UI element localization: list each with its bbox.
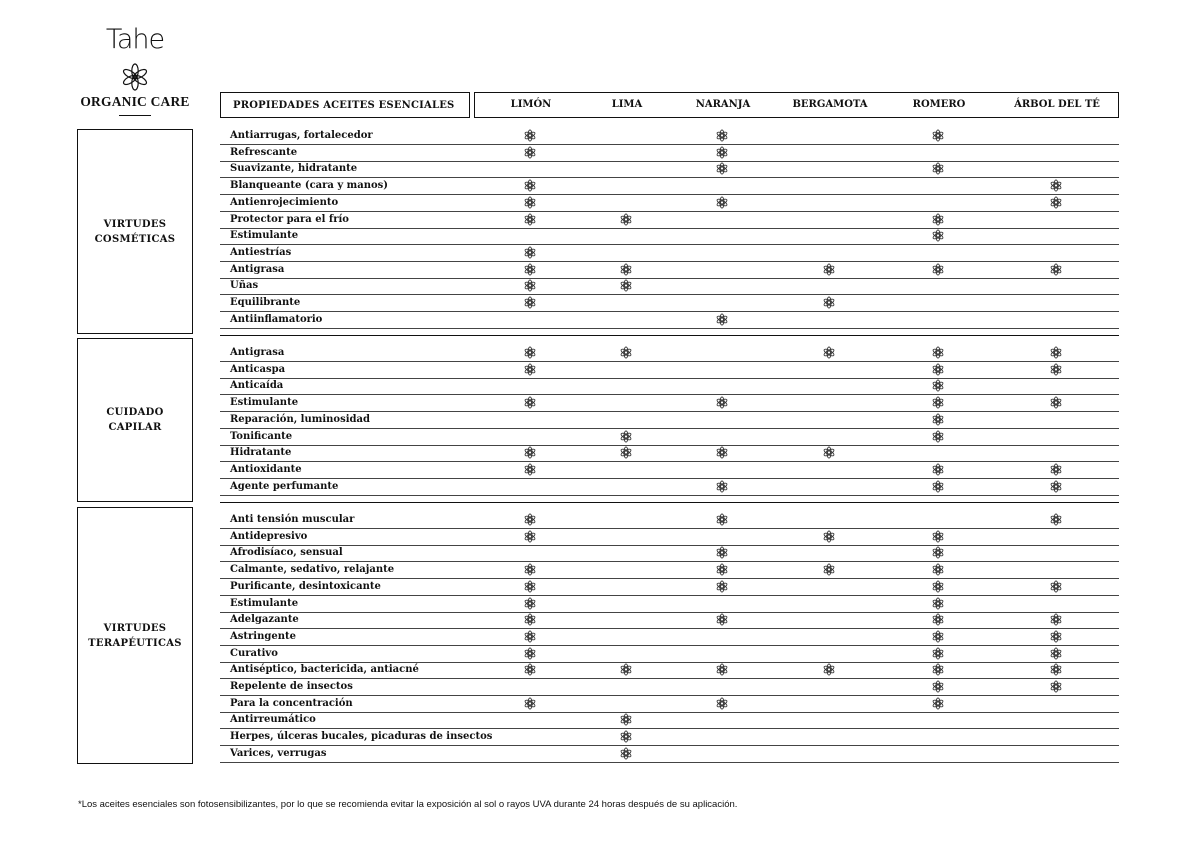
table-row xyxy=(220,462,1119,479)
property-label: Anticaída xyxy=(230,380,284,392)
category-label xyxy=(88,621,182,651)
property-label: Afrodisíaco, sensual xyxy=(230,547,343,559)
category-label-line: CUIDADO xyxy=(106,407,164,418)
lotus-mark-icon xyxy=(932,346,945,359)
lotus-mark-icon xyxy=(1050,647,1063,660)
property-label: Calmante, sedativo, relajante xyxy=(230,564,395,576)
property-label: Suavizante, hidratante xyxy=(230,163,358,175)
property-label: Tonificante xyxy=(230,430,293,442)
lotus-mark-icon xyxy=(524,563,537,576)
lotus-mark-icon xyxy=(716,162,729,175)
category-label-line: CAPILAR xyxy=(108,422,162,433)
lotus-mark-icon xyxy=(932,613,945,626)
property-label: Uñas xyxy=(230,280,259,292)
table-row xyxy=(220,161,1119,178)
lotus-logo-icon xyxy=(120,62,150,92)
lotus-mark-icon xyxy=(932,530,945,543)
lotus-mark-icon xyxy=(932,480,945,493)
property-label: Antiséptico, bactericida, antiacné xyxy=(230,664,419,676)
property-label: Blanqueante (cara y manos) xyxy=(230,180,389,192)
category-label xyxy=(95,217,176,247)
lotus-mark-icon xyxy=(1050,630,1063,643)
property-label: Protector para el frío xyxy=(230,213,349,225)
row-divider xyxy=(220,328,1119,329)
oils-header xyxy=(474,92,1119,118)
table-row xyxy=(220,145,1119,162)
lotus-mark-icon xyxy=(932,647,945,660)
property-label: Para la concentración xyxy=(230,697,353,709)
lotus-mark-icon xyxy=(716,129,729,142)
property-label: Antienrojecimiento xyxy=(230,196,339,208)
category-label-line: COSMÉTICAS xyxy=(94,233,176,245)
lotus-mark-icon xyxy=(716,563,729,576)
lotus-mark-icon xyxy=(932,129,945,142)
lotus-mark-icon xyxy=(716,663,729,676)
property-label: Antioxidante xyxy=(230,463,302,475)
lotus-mark-icon xyxy=(932,430,945,443)
lotus-mark-icon xyxy=(1050,463,1063,476)
lotus-mark-icon xyxy=(620,213,633,226)
lotus-mark-icon xyxy=(823,663,836,676)
table-row xyxy=(220,128,1119,145)
lotus-mark-icon xyxy=(716,613,729,626)
oil-column-header: ÁRBOL DEL TÉ xyxy=(1014,99,1100,110)
category-box xyxy=(77,338,193,502)
lotus-mark-icon xyxy=(716,697,729,710)
lotus-mark-icon xyxy=(524,146,537,159)
lotus-mark-icon xyxy=(620,663,633,676)
property-label: Astringente xyxy=(230,630,296,642)
table-row xyxy=(220,612,1119,629)
lotus-mark-icon xyxy=(932,162,945,175)
property-label: Adelgazante xyxy=(230,614,299,626)
brand-subtitle: ORGANIC CARE xyxy=(80,94,190,109)
lotus-mark-icon xyxy=(823,296,836,309)
lotus-mark-icon xyxy=(524,647,537,660)
property-label: Estimulante xyxy=(230,597,299,609)
lotus-mark-icon xyxy=(932,546,945,559)
table-row xyxy=(220,646,1119,663)
lotus-mark-icon xyxy=(524,513,537,526)
table-row xyxy=(220,596,1119,613)
property-label: Antidepresivo xyxy=(230,530,308,542)
lotus-mark-icon xyxy=(932,463,945,476)
lotus-mark-icon xyxy=(932,630,945,643)
lotus-mark-icon xyxy=(620,263,633,276)
property-label: Anticaspa xyxy=(230,363,286,375)
property-label: Hidratante xyxy=(230,447,292,459)
oil-column-header: NARANJA xyxy=(695,99,751,110)
category-label-line: VIRTUDES xyxy=(103,218,167,230)
lotus-mark-icon xyxy=(524,196,537,209)
lotus-mark-icon xyxy=(524,246,537,259)
row-divider xyxy=(220,762,1119,763)
property-label: Antigrasa xyxy=(230,347,285,358)
lotus-mark-icon xyxy=(932,396,945,409)
category-box xyxy=(77,129,193,334)
lotus-mark-icon xyxy=(524,630,537,643)
category-label-line: TERAPÉUTICAS xyxy=(88,637,182,649)
lotus-mark-icon xyxy=(932,663,945,676)
lotus-mark-icon xyxy=(524,530,537,543)
section-divider xyxy=(220,335,1119,336)
lotus-mark-icon xyxy=(1050,396,1063,409)
lotus-mark-icon xyxy=(524,346,537,359)
table-row xyxy=(220,295,1119,312)
table-row xyxy=(220,512,1119,529)
lotus-mark-icon xyxy=(620,279,633,292)
lotus-mark-icon xyxy=(524,296,537,309)
table-row xyxy=(220,445,1119,462)
lotus-mark-icon xyxy=(932,413,945,426)
lotus-mark-icon xyxy=(620,346,633,359)
property-label: Refrescante xyxy=(230,146,298,158)
table-row xyxy=(220,412,1119,429)
table-row xyxy=(220,696,1119,713)
table-row xyxy=(220,562,1119,579)
lotus-mark-icon xyxy=(932,379,945,392)
lotus-mark-icon xyxy=(1050,613,1063,626)
property-label: Antigrasa xyxy=(230,263,285,275)
lotus-mark-icon xyxy=(932,680,945,693)
lotus-mark-icon xyxy=(716,396,729,409)
lotus-mark-icon xyxy=(1050,179,1063,192)
lotus-mark-icon xyxy=(932,213,945,226)
tahe-logo: Tahe xyxy=(105,24,165,55)
category-label-line: VIRTUDES xyxy=(103,622,167,634)
table-row xyxy=(220,479,1119,496)
lotus-mark-icon xyxy=(932,363,945,376)
property-label: Antiinflamatorio xyxy=(230,313,323,325)
lotus-mark-icon xyxy=(620,713,633,726)
property-label: Repelente de insectos xyxy=(230,681,353,692)
lotus-mark-icon xyxy=(524,580,537,593)
property-label: Estimulante xyxy=(230,230,299,242)
brand-divider xyxy=(119,115,151,116)
lotus-mark-icon xyxy=(716,146,729,159)
lotus-mark-icon xyxy=(524,129,537,142)
table-row xyxy=(220,212,1119,229)
lotus-mark-icon xyxy=(524,613,537,626)
row-divider xyxy=(220,495,1119,496)
category-label xyxy=(106,405,163,435)
table-row xyxy=(220,245,1119,262)
lotus-mark-icon xyxy=(524,597,537,610)
lotus-mark-icon xyxy=(932,563,945,576)
lotus-mark-icon xyxy=(716,196,729,209)
lotus-mark-icon xyxy=(932,263,945,276)
table-row xyxy=(220,228,1119,245)
oil-column-header: LIMÓN xyxy=(510,99,552,110)
property-label: Antiestrías xyxy=(230,246,292,258)
table-row xyxy=(220,529,1119,546)
lotus-mark-icon xyxy=(1050,363,1063,376)
lotus-mark-icon xyxy=(620,430,633,443)
lotus-mark-icon xyxy=(823,263,836,276)
property-label: Antirreumático xyxy=(230,714,316,726)
property-label: Curativo xyxy=(230,647,278,659)
property-label: Agente perfumante xyxy=(230,480,339,492)
lotus-mark-icon xyxy=(524,179,537,192)
table-row xyxy=(220,178,1119,195)
property-label: Equilibrante xyxy=(230,297,301,308)
table-row xyxy=(220,679,1119,696)
lotus-mark-icon xyxy=(716,480,729,493)
lotus-mark-icon xyxy=(524,213,537,226)
property-label: Antiarrugas, fortalecedor xyxy=(230,130,373,141)
lotus-mark-icon xyxy=(1050,480,1063,493)
lotus-mark-icon xyxy=(620,747,633,760)
lotus-mark-icon xyxy=(524,363,537,376)
table-row xyxy=(220,545,1119,562)
lotus-mark-icon xyxy=(524,463,537,476)
oil-column-header: LIMA xyxy=(611,99,643,110)
oil-column-header: BERGAMOTA xyxy=(792,99,868,110)
table-row xyxy=(220,429,1119,446)
lotus-mark-icon xyxy=(524,697,537,710)
table-row xyxy=(220,345,1119,362)
table-row xyxy=(220,629,1119,646)
lotus-mark-icon xyxy=(1050,513,1063,526)
property-label: Estimulante xyxy=(230,397,299,409)
brand-block xyxy=(70,26,200,116)
lotus-mark-icon xyxy=(620,730,633,743)
lotus-mark-icon xyxy=(1050,346,1063,359)
lotus-mark-icon xyxy=(524,663,537,676)
category-box xyxy=(77,507,193,764)
lotus-mark-icon xyxy=(716,313,729,326)
lotus-mark-icon xyxy=(1050,580,1063,593)
table-row xyxy=(220,312,1119,329)
table-row xyxy=(220,662,1119,679)
table-row xyxy=(220,395,1119,412)
property-label: Varices, verrugas xyxy=(230,747,327,759)
table-row xyxy=(220,362,1119,379)
table-row xyxy=(220,195,1119,212)
lotus-mark-icon xyxy=(620,446,633,459)
lotus-mark-icon xyxy=(932,697,945,710)
table-row xyxy=(220,712,1119,729)
table-row xyxy=(220,579,1119,596)
property-label: Purificante, desintoxicante xyxy=(230,580,381,592)
table-row xyxy=(220,746,1119,763)
lotus-mark-icon xyxy=(1050,263,1063,276)
table-row xyxy=(220,378,1119,395)
lotus-mark-icon xyxy=(932,229,945,242)
lotus-mark-icon xyxy=(524,446,537,459)
footnote: *Los aceites esenciales son fotosensibilizantes, por lo que se recomienda evitar la exposición al sol o rayos UVA durante 24 horas después de su aplicación. xyxy=(78,799,738,810)
lotus-mark-icon xyxy=(716,446,729,459)
lotus-mark-icon xyxy=(716,580,729,593)
oil-column-header: ROMERO xyxy=(912,99,966,110)
lotus-mark-icon xyxy=(1050,680,1063,693)
table-row xyxy=(220,262,1119,279)
table-row xyxy=(220,729,1119,746)
lotus-mark-icon xyxy=(1050,663,1063,676)
lotus-mark-icon xyxy=(823,446,836,459)
lotus-mark-icon xyxy=(716,546,729,559)
properties-header: PROPIEDADES ACEITES ESENCIALES xyxy=(220,92,470,118)
lotus-mark-icon xyxy=(823,563,836,576)
property-label: Herpes, úlceras bucales, picaduras de insectos xyxy=(230,731,493,743)
lotus-mark-icon xyxy=(524,263,537,276)
property-label: Reparación, luminosidad xyxy=(230,413,370,425)
lotus-mark-icon xyxy=(524,396,537,409)
lotus-mark-icon xyxy=(932,580,945,593)
property-label: Anti tensión muscular xyxy=(230,514,355,525)
table-row xyxy=(220,278,1119,295)
lotus-mark-icon xyxy=(1050,196,1063,209)
lotus-mark-icon xyxy=(932,597,945,610)
lotus-mark-icon xyxy=(823,530,836,543)
section-divider xyxy=(220,502,1119,503)
lotus-mark-icon xyxy=(823,346,836,359)
lotus-mark-icon xyxy=(716,513,729,526)
lotus-mark-icon xyxy=(524,279,537,292)
